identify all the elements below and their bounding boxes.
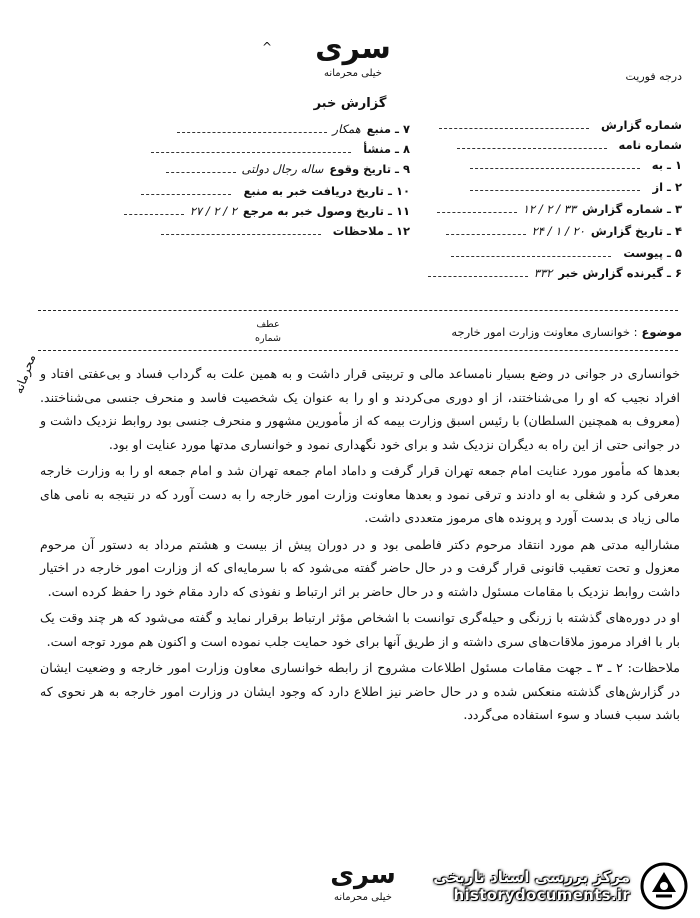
watermark-title: مرکز بررسی اسناد تاریخی [433,868,630,886]
body-paragraph: خوانساری در جوانی در وضع بسیار نامساعد مالی و تربیتی قرار داشت و به همین علت به گرداب فساد و بی‌عفتی افتاد و افراد نجیب که او را می‌شناختند، از او دوری می‌کردند و او را به عنوان یک شخصیت فاسد و منحرف جنسی می‌شناختند. (معروف به همچنین السلطان) با رئیس اسبق وزارت بیمه که از مأمورین مشهور و منحرف جنسی بود روابط نزدیک داشت و در جوانی حتی از این راه به دیگران نزدیک شد و برای خود نگهداری نمود و خوانساری مدتها مورد عنایت او بود. [40,366,680,452]
reference-label: عطف [256,319,280,330]
field-report-no: ۳ ـ شماره گزارش ۳۳ / ۲ / ۱۲ [437,202,682,216]
field-recipient: ۶ ـ گیرنده گزارش خبر ۳۳۲ [428,266,682,280]
stamp-word: سری [315,31,391,66]
field-attachment: ۵ ـ پیوست [451,246,682,260]
body-paragraph: بعدها که مأمور مورد عنایت امام جمعه تهران قرار گرفت و داماد امام جمعه تهران شد و امام جمعه او را به وزارت خارجه معرفی کرد و شغلی به او دادند و ترقی نمود و بعدها معاونت وزارت امور خارجه را به دست آورد که در نتیجه به نامی های مالی زیاد ی بدست آورد و پرونده های مرموز متعددی داشت. [40,463,680,525]
subject-value: خوانساری معاونت وزارت امور خارجه [451,325,630,339]
field-report-date: ۴ ـ تاریخ گزارش ۲۰ / ۱ / ۲۴ [446,224,682,238]
stamp-caption: خیلی محرمانه [334,892,392,903]
watermark [433,862,688,910]
stamp-caption: خیلی محرمانه [324,68,382,79]
margin-note: محرمانه [11,352,39,396]
history-documents-logo-icon [640,862,688,910]
subject-label: موضوع [641,325,682,339]
reference-labels [255,318,281,346]
field-delivery-date: ۱۱ ـ تاریخ وصول خبر به مرجع ۲ / ۲ / ۲۷ [124,204,410,218]
field-origin: ۸ ـ منشأ [151,142,410,156]
field-report-number: شماره گزارش [439,118,682,132]
handwritten-mark: ^ [262,40,273,54]
secret-stamp-top [298,31,408,79]
field-letter-number: شماره نامه [457,138,682,152]
urgency-label: درجه فوریت [625,70,682,83]
field-remarks: ۱۲ ـ ملاحظات [161,224,410,238]
number-label: شماره [255,333,281,344]
field-source: ۷ ـ منبع همکار [177,122,410,136]
secret-stamp-bottom [318,862,408,903]
stamp-word: سری [330,860,396,890]
field-to: ۱ ـ به [470,158,682,172]
divider-line [38,310,678,311]
watermark-url: historydocuments.ir [453,886,630,904]
field-from: ۲ ـ از [470,180,682,194]
body-paragraph: ملاحظات: ۲ ـ ۳ ـ جهت مقامات مسئول اطلاعات مشروح از رابطه خوانساری معاون وزارت امور خارجه و وضعیت ایشان در گزارش‌های گذشته منعکس شده و در حال حاضر نیز اطلاع دارد که وجود ایشان در وزارت امور خارجه به هر نحوی که باشد سبب فساد و سوء استفاده می‌گردد. [40,660,680,722]
watermark-text [433,868,630,904]
divider-line [38,350,678,351]
report-body [40,362,680,730]
field-received-date: ۱۰ ـ تاریخ دریافت خبر به منبع [141,184,410,198]
body-paragraph: او در دوره‌های گذشته با زرنگی و حیله‌گری توانست با اشخاص مؤثر ارتباط برقرار نماید و گفته می‌شود که هر چند وقت یک بار با افراد مرموز ملاقات‌های سری داشته و از طریق آنها برای خود حمایت جلب نموده است و اکنون هم مورد توجه است. [40,610,680,649]
field-occurrence-date: ۹ ـ تاریخ وقوع ساله رجال دولتی [166,162,410,176]
body-paragraph: مشارالیه مدتی هم مورد انتقاد مرحوم دکتر فاطمی بود و در دوران پیش از بیست و هشتم مرداد به دستور آن مرحوم معزول و تحت تعقیب قانونی قرار گرفت و در حال حاضر گفته می‌شود که با سرمایه‌ای که از وزارت امور خارجه در اختیار داشت روابط نزدیک با مقامات مسئول داشته و در حال حاضر بر اثر ارتباط و نفوذی که دارد مقام خود را حفظ کرده است. [40,536,680,599]
subject-line: موضوع: خوانساری معاونت وزارت امور خارجه [451,325,682,339]
report-title: گزارش خبر [313,96,387,111]
